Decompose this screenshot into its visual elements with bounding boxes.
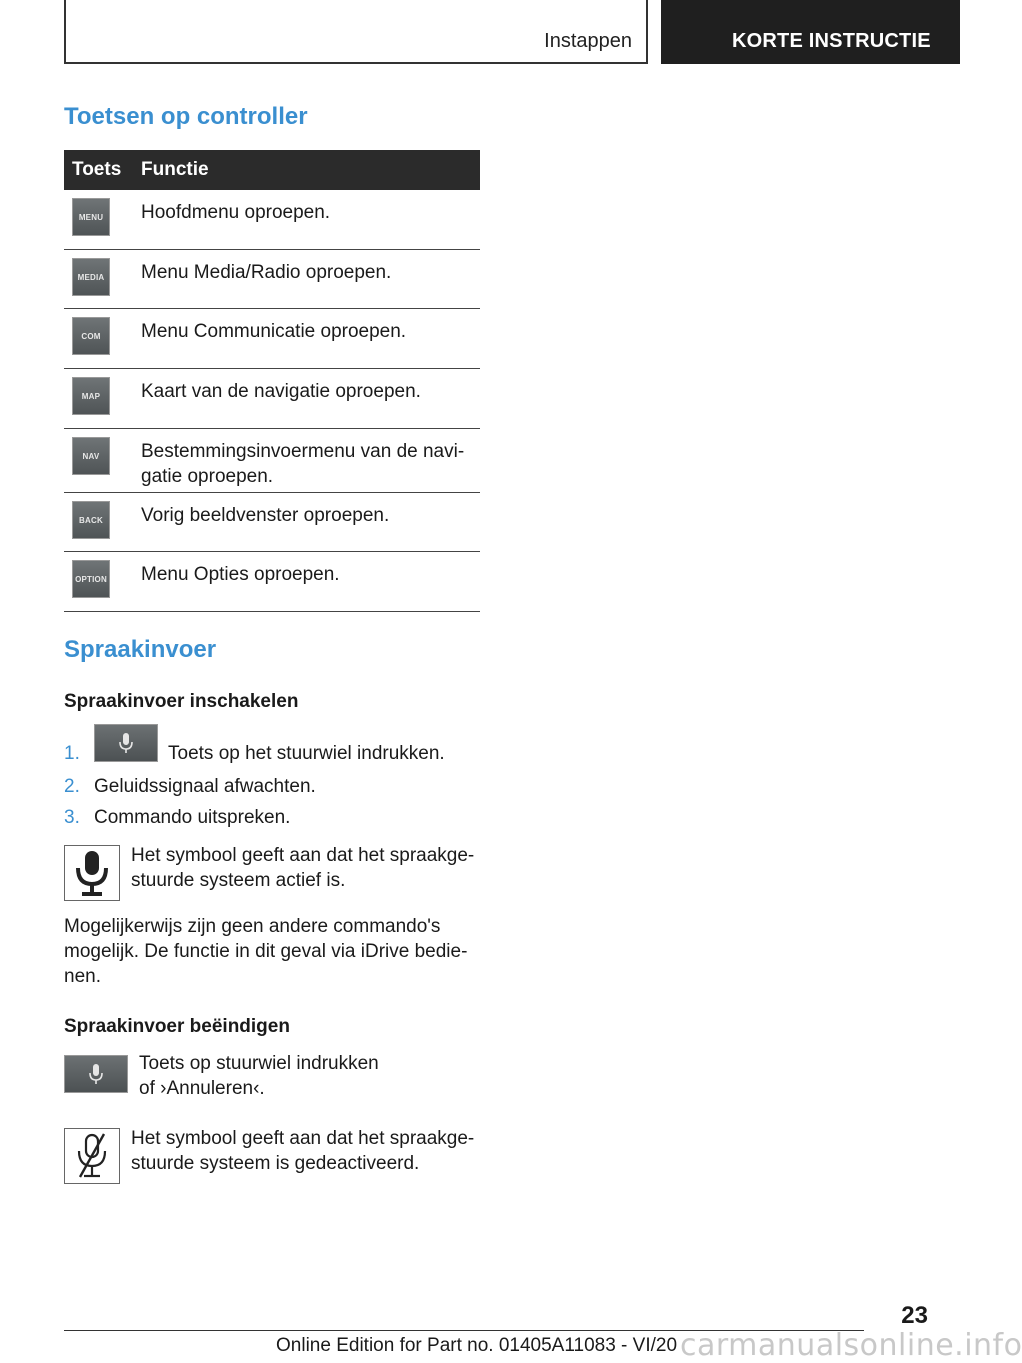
steering-wheel-voice-button-icon (94, 724, 158, 762)
back-key-icon: BACK (72, 501, 110, 539)
microphone-inactive-icon (64, 1128, 120, 1184)
controller-heading: Toetsen op controller (64, 103, 308, 130)
row-function: Hoofdmenu oproepen. (141, 202, 331, 223)
table-row (64, 190, 480, 250)
step-text: Commando uitspreken. (94, 807, 291, 828)
microphone-active-icon (64, 845, 120, 901)
step-number: 2. (64, 776, 80, 797)
step-text: Geluidssignaal afwachten. (94, 776, 316, 797)
table-row (64, 309, 480, 369)
end-text: Toets op stuurwiel indrukken of ›Annuleren‹. (139, 1053, 379, 1099)
step-number: 3. (64, 807, 80, 828)
header-chapter-title: KORTE INSTRUCTIE (732, 30, 931, 52)
voice-end-heading: Spraakinvoer beëindigen (64, 1016, 290, 1037)
row-function: Bestemmingsinvoermenu van de navi- gatie oproepen. (141, 441, 465, 487)
row-function: Menu Communicatie oproepen. (141, 321, 407, 342)
voice-enable-heading: Spraakinvoer inschakelen (64, 691, 299, 712)
table-row (64, 369, 480, 429)
row-function: Menu Media/Radio oproepen. (141, 262, 392, 283)
menu-key-icon: MENU (72, 198, 110, 236)
nav-key-icon: NAV (72, 437, 110, 475)
header-section-box (64, 0, 648, 64)
active-note: Het symbool geeft aan dat het spraakge- stuurde systeem actief is. (131, 845, 475, 891)
row-function: Vorig beeldvenster oproepen. (141, 505, 390, 526)
steering-wheel-voice-button-icon (64, 1055, 128, 1093)
row-function: Kaart van de navigatie oproepen. (141, 381, 421, 402)
voice-heading: Spraakinvoer (64, 636, 217, 663)
row-function: Menu Opties oproepen. (141, 564, 340, 585)
table-row (64, 429, 480, 493)
controller-table (64, 150, 480, 612)
header-chapter-box (661, 0, 960, 64)
watermark: carmanualsonline.info (680, 1328, 1022, 1363)
table-row (64, 493, 480, 552)
table-row (64, 250, 480, 309)
header-section-title: Instappen (544, 30, 632, 52)
step-text: Toets op het stuurwiel indrukken. (168, 743, 445, 764)
table-header-key: Toets (72, 159, 122, 180)
footer-edition: Online Edition for Part no. 01405A11083 - VI/20 (276, 1335, 678, 1356)
inactive-note: Het symbool geeft aan dat het spraakge- stuurde systeem is gedeactiveerd. (131, 1128, 475, 1174)
com-key-icon: COM (72, 317, 110, 355)
table-header-function: Functie (141, 159, 209, 180)
map-key-icon: MAP (72, 377, 110, 415)
info-text: Mogelijkerwijs zijn geen andere commando's mogelijk. De functie in dit geval via iDrive bedie- nen. (64, 916, 468, 987)
table-row (64, 552, 480, 612)
media-key-icon: MEDIA (72, 258, 110, 296)
table-header (64, 150, 480, 190)
step-number: 1. (64, 743, 80, 764)
page-number: 23 (901, 1302, 928, 1329)
option-key-icon: OPTION (72, 560, 110, 598)
